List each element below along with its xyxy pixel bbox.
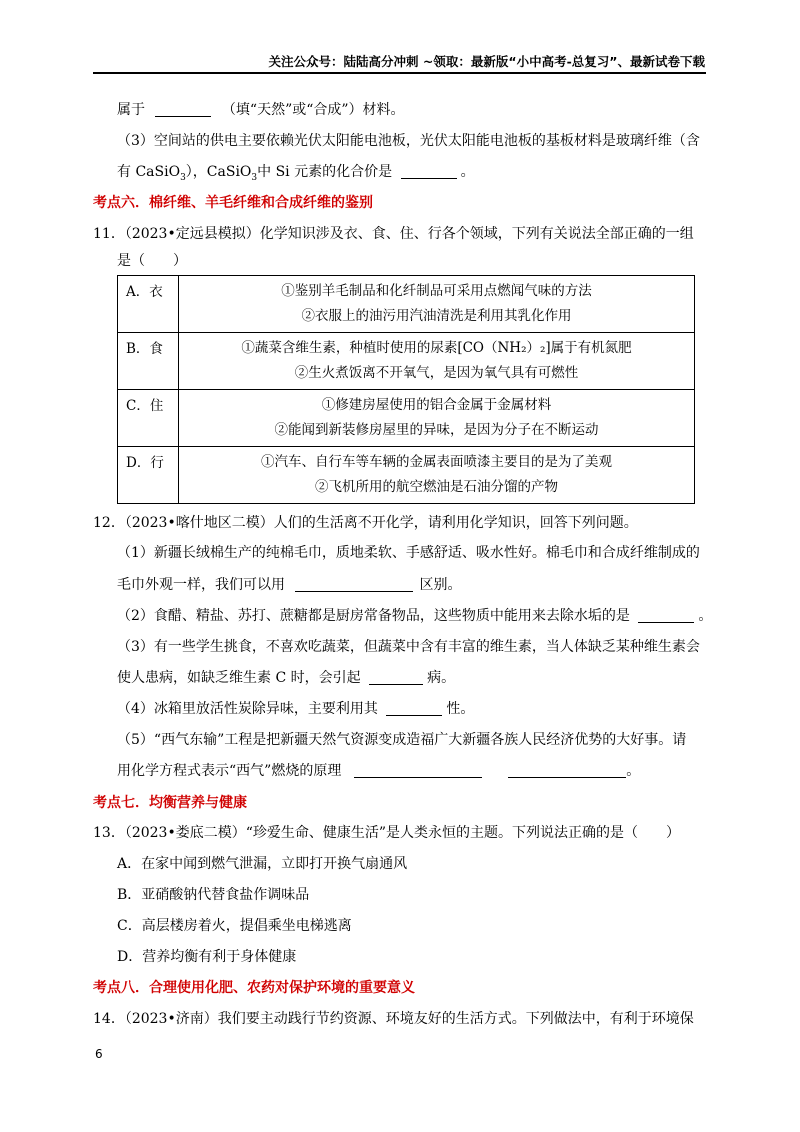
question-stem: 11．（2023•定远县模拟）化学知识涉及衣、食、住、行各个领域，下列有关说法全部正确的一组 <box>93 226 694 242</box>
text: （4）冰箱里放活性炭除异味，主要利用其 <box>117 701 378 717</box>
text-line <box>117 161 475 183</box>
statement: ②衣服上的油污用汽油清洗是利用其乳化作用 <box>301 308 572 324</box>
answer-blank[interactable] <box>295 577 413 592</box>
option-d[interactable]: D．营养均衡有利于身体健康 <box>117 949 297 965</box>
option-label: D．行 <box>118 447 179 504</box>
answer-blank[interactable] <box>508 763 626 778</box>
text: 病。 <box>427 670 456 686</box>
statement: ①鉴别羊毛制品和化纤制品可采用点燃闻气味的方法 <box>281 283 592 299</box>
answer-blank[interactable] <box>638 608 694 623</box>
statement: ②飞机所用的航空燃油是石油分馏的产物 <box>315 479 558 495</box>
option-a[interactable]: A．在家中闻到燃气泄漏，立即打开换气扇通风 <box>117 856 408 872</box>
text: 。 <box>698 608 713 624</box>
text-line <box>117 760 640 780</box>
table-row[interactable] <box>118 276 695 333</box>
subscript: 3 <box>251 172 258 183</box>
option-c[interactable]: C．高层楼房着火，提倡乘坐电梯逃离 <box>117 918 352 934</box>
text: 用化学方程式表示“西气”燃烧的原理 <box>117 763 342 779</box>
text-line: （3）空间站的供电主要依赖光伏太阳能电池板，光伏太阳能电池板的基板材料是玻璃纤维（含 <box>117 133 700 149</box>
text-line: （3）有一些学生挑食，不喜欢吃蔬菜，但蔬菜中含有丰富的维生素，当人体缺乏某种维生素会 <box>117 639 700 655</box>
answer-blank[interactable] <box>386 701 442 716</box>
text: 区别。 <box>419 577 462 593</box>
option-b[interactable]: B．亚硝酸钠代替食盐作调味品 <box>117 887 310 903</box>
section-heading: 考点七．均衡营养与健康 <box>93 795 247 811</box>
table-row[interactable] <box>118 333 695 390</box>
option-content <box>179 390 695 447</box>
section-heading: 考点六．棉纤维、羊毛纤维和合成纤维的鉴别 <box>93 195 373 211</box>
text-line <box>117 667 455 687</box>
text-line <box>117 99 405 119</box>
text-line <box>117 605 712 625</box>
option-content <box>179 447 695 504</box>
text: ），CaSiO <box>185 164 252 180</box>
text-line: （5）“西气东输”工程是把新疆天然气资源变成造福广大新疆各族人民经济优势的大好事。请 <box>117 732 687 748</box>
statement: ①汽车、自行车等车辆的金属表面喷漆主要目的是为了美观 <box>261 454 612 470</box>
statement: ②能闻到新装修房屋里的异味，是因为分子在不断运动 <box>274 422 599 438</box>
answer-blank[interactable] <box>401 164 457 179</box>
text: 。 <box>626 763 641 779</box>
option-label: B．食 <box>118 333 179 390</box>
option-label: A．衣 <box>118 276 179 333</box>
option-label: C．住 <box>118 390 179 447</box>
option-content <box>179 276 695 333</box>
answer-blank[interactable] <box>354 763 482 778</box>
text: （2）食醋、精盐、苏打、蔗糖都是厨房常备物品，这些物质中能用来去除水垢的是 <box>117 608 630 624</box>
text: 性。 <box>446 701 475 717</box>
question-stem: 12．（2023•喀什地区二模）人们的生活离不开化学，请利用化学知识，回答下列问题。 <box>93 515 638 531</box>
statement: ①修建房屋使用的铝合金属于金属材料 <box>321 397 552 413</box>
text: 中 Si 元素的化合价是 <box>257 164 393 180</box>
question-stem: 是（ ） <box>117 253 187 269</box>
answer-blank[interactable] <box>369 670 423 685</box>
section-heading: 考点八．合理使用化肥、农药对保护环境的重要意义 <box>93 980 415 996</box>
text: 有 CaSiO <box>117 164 181 180</box>
text-line: （1）新疆长绒棉生产的纯棉毛巾，质地柔软、手感舒适、吸水性好。棉毛巾和合成纤维制成的 <box>117 545 700 561</box>
text: （填“天然”或“合成”）材料。 <box>221 102 405 118</box>
table-row[interactable] <box>118 390 695 447</box>
header-rule <box>93 72 706 74</box>
text: 毛巾外观一样，我们可以用 <box>117 577 285 593</box>
options-table <box>117 275 695 504</box>
text-line <box>117 698 474 718</box>
subscript: 3 <box>180 172 186 183</box>
question-stem: 13．（2023•娄底二模）“珍爱生命、健康生活”是人类永恒的主题。下列说法正确的是（ ） <box>93 825 681 841</box>
answer-blank[interactable] <box>155 102 211 117</box>
option-content <box>179 333 695 390</box>
question-stem: 14．（2023•济南）我们要主动践行节约资源、环境友好的生活方式。下列做法中，有利于环境保 <box>93 1011 694 1027</box>
page-header: 关注公众号：陆陆高分冲刺 ~领取：最新版“小中高考-总复习”、最新试卷下载 <box>268 54 705 69</box>
text-line <box>117 574 461 594</box>
page-number: 6 <box>95 1047 103 1061</box>
statement: ①蔬菜含维生素，种植时使用的尿素[CO（NH₂）₂]属于有机氮肥 <box>241 340 632 356</box>
text: 。 <box>460 164 475 180</box>
statement: ②生火煮饭离不开氧气，是因为氧气具有可燃性 <box>294 365 579 381</box>
text: 属于 <box>117 102 145 118</box>
table-row[interactable] <box>118 447 695 504</box>
text: 使人患病，如缺乏维生素 C 时，会引起 <box>117 670 361 686</box>
